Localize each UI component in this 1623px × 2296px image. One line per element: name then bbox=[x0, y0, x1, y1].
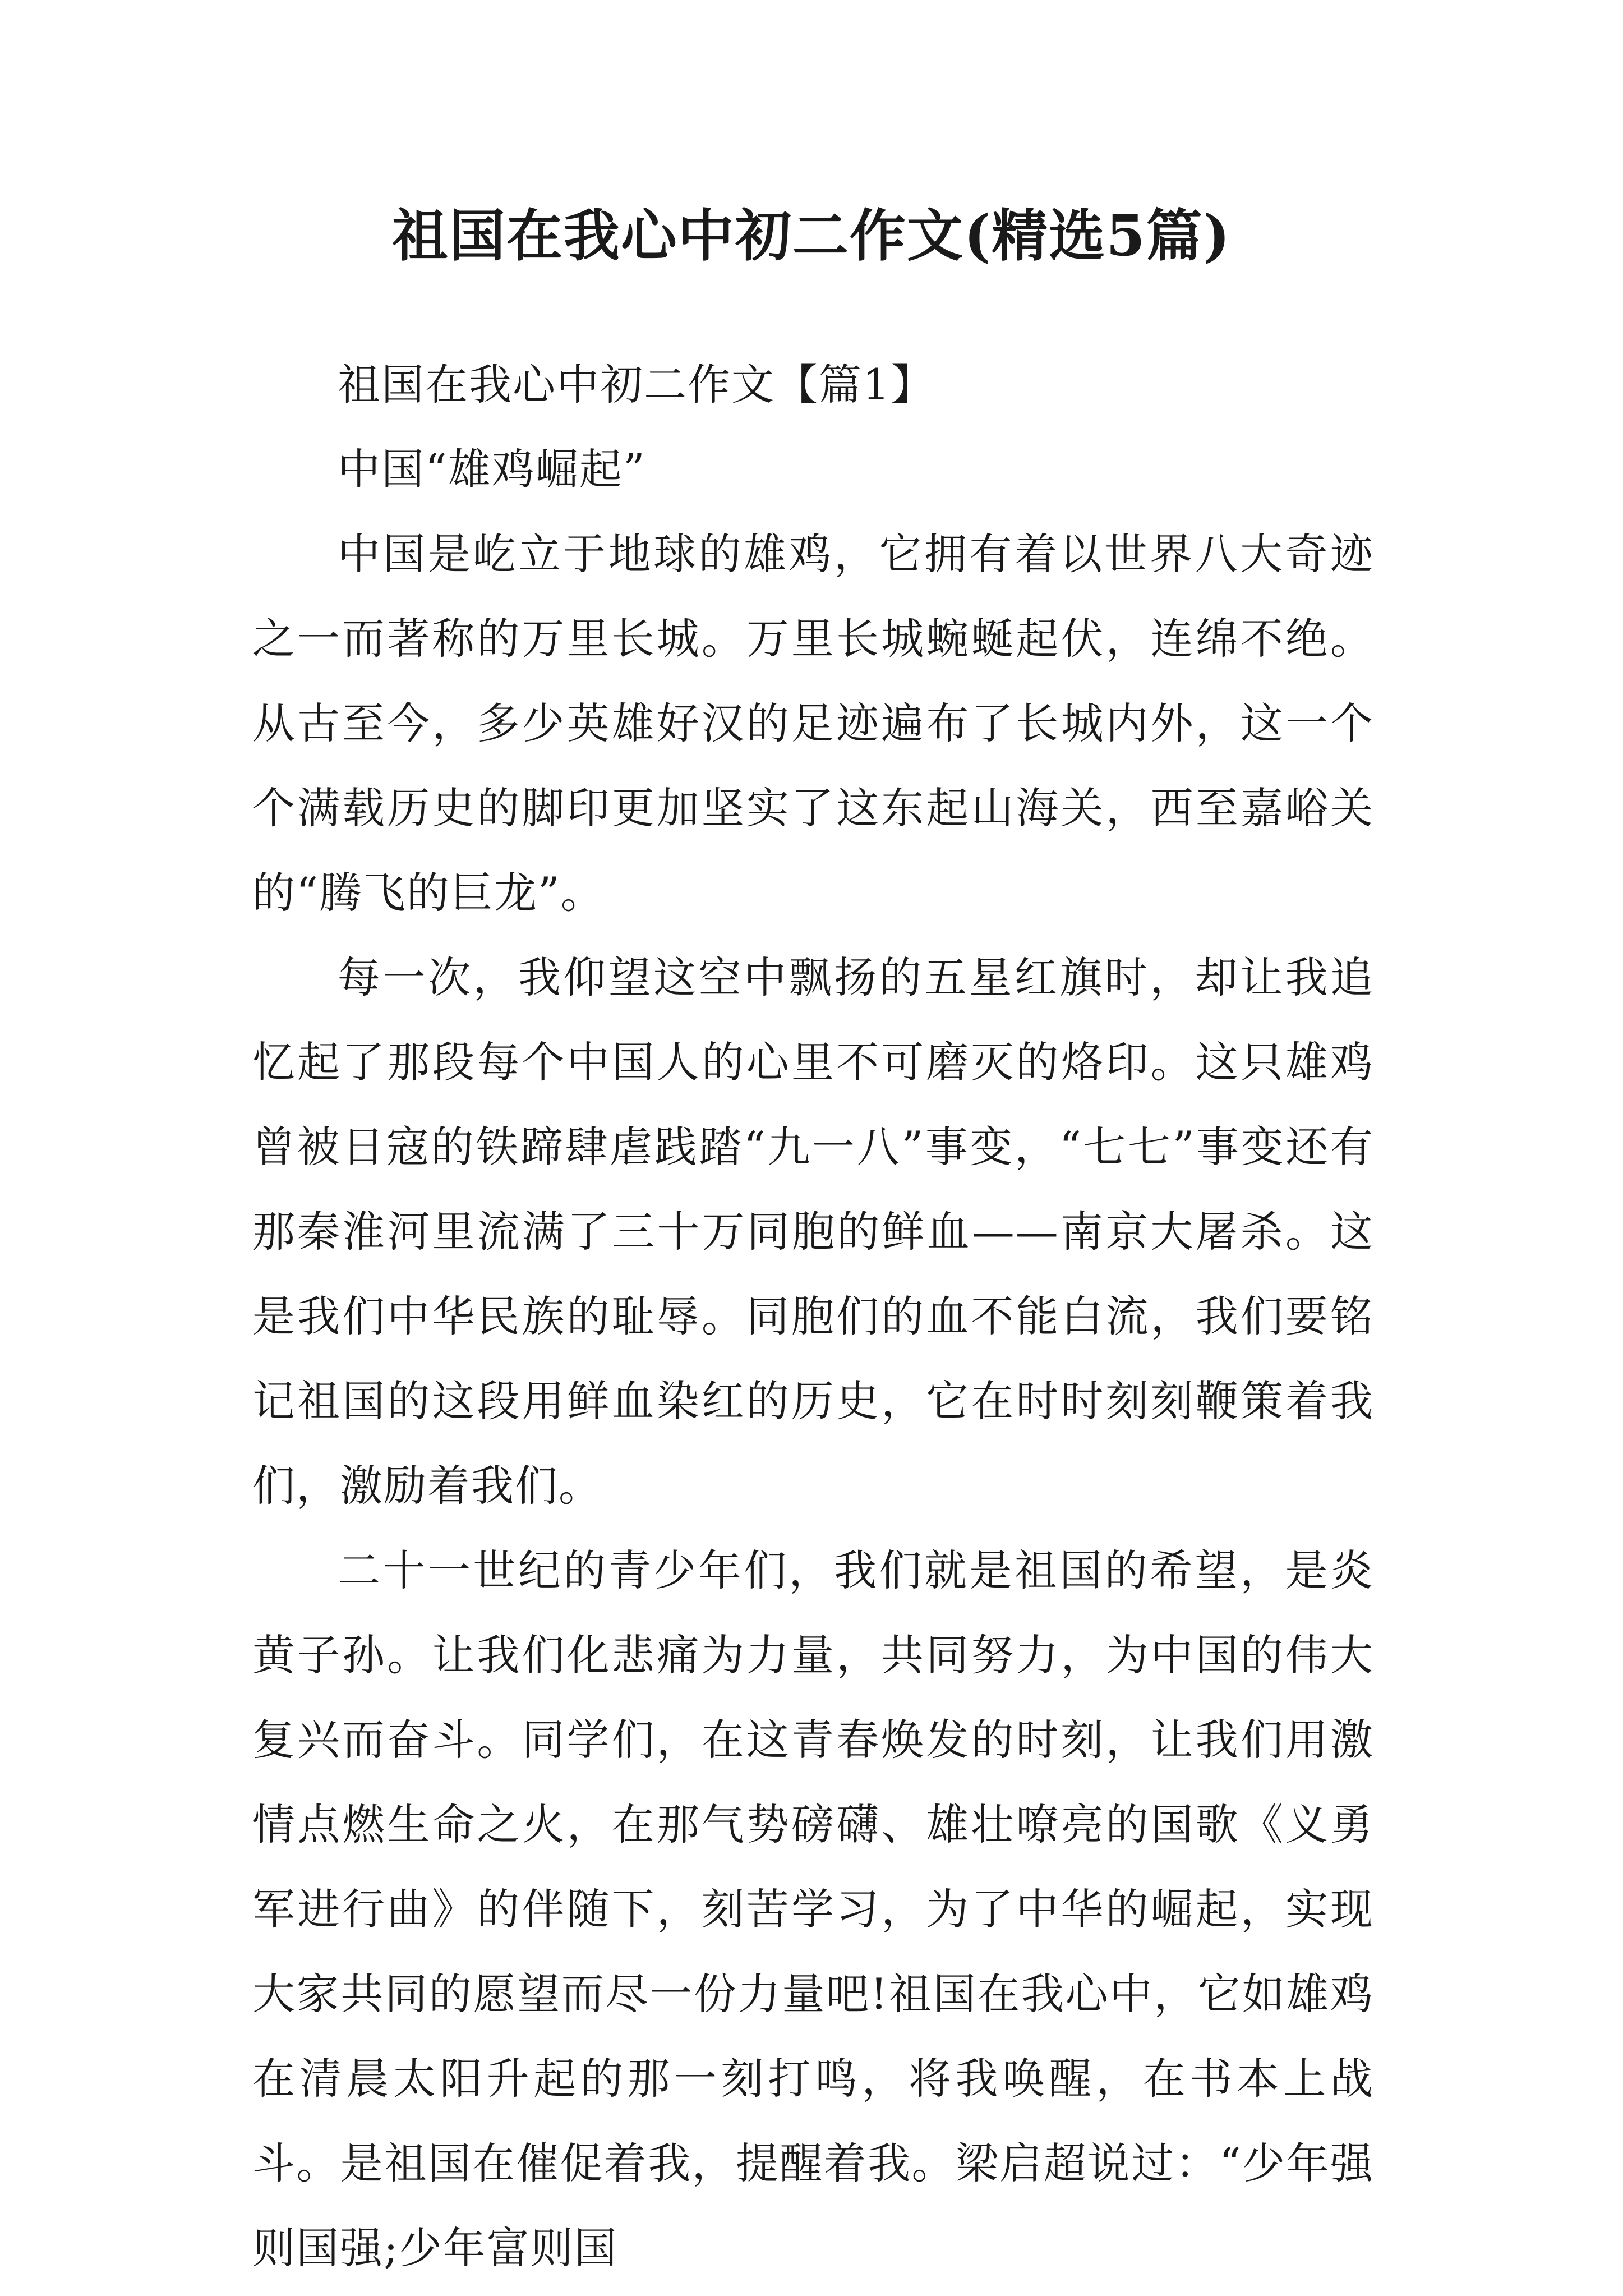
body-paragraph: 每一次，我仰望这空中飘扬的五星红旗时，却让我追忆起了那段每个中国人的心里不可磨灭的烙印。这只雄鸡曾被日寇的铁蹄肆虐践踏“九一八”事变，“七七”事变还有那秦淮河里流满了三十万同胞的鲜血——南京大屠杀。这是我们中华民族的耻辱。同胞们的血不能白流，我们要铭记祖国的这段用鲜血染红的历史，它在时时刻刻鞭策着我们，激励着我们。 bbox=[252, 953, 1374, 1511]
document-body bbox=[252, 342, 1374, 2290]
section-heading: 祖国在我心中初二作文【篇1】 bbox=[338, 360, 935, 409]
document-title: 祖国在我心中初二作文(精选5篇) bbox=[391, 203, 1232, 269]
essay-subtitle: 中国“雄鸡崛起” bbox=[338, 444, 646, 494]
body-paragraph: 中国是屹立于地球的雄鸡，它拥有着以世界八大奇迹之一而著称的万里长城。万里长城蜿蜒起伏，连绵不绝。从古至今，多少英雄好汉的足迹遍布了长城内外，这一个个满载历史的脚印更加坚实了这东起山海关，西至嘉峪关的“腾飞的巨龙”。 bbox=[252, 529, 1374, 918]
body-paragraph: 二十一世纪的青少年们，我们就是祖国的希望，是炎黄子孙。让我们化悲痛为力量，共同努力，为中国的伟大复兴而奋斗。同学们，在这青春焕发的时刻，让我们用激情点燃生命之火，在那气势磅礴、雄壮嘹亮的国歌《义勇军进行曲》的伴随下，刻苦学习，为了中华的崛起，实现大家共同的愿望而尽一份力量吧!祖国在我心中，它如雄鸡在清晨太阳升起的那一刻打鸣，将我唤醒，在书本上战斗。是祖国在催促着我，提醒着我。梁启超说过：“少年强则国强;少年富则国 bbox=[252, 1545, 1374, 2273]
